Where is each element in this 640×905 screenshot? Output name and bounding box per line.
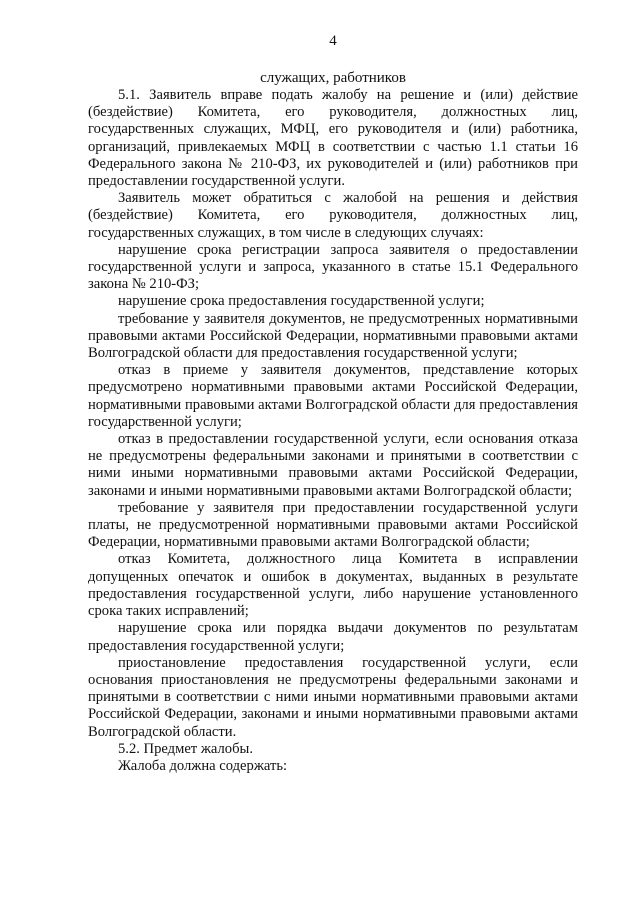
continuation-line: служащих, работников	[260, 70, 406, 86]
page-number: 4	[329, 33, 337, 49]
paragraph-5-1: 5.1. Заявитель вправе подать жалобу на решение и (или) действие (бездействие) Комитета, его руководителя, должностных лиц, государственных служащих, МФЦ, его руководителя и (или) работника, организаций, привлекаемых МФЦ в соответствии с частью 1.1 статьи 16 Федерального закона № 210-ФЗ, их руководителей и (или) работников при предоставлении государственной услуги.	[88, 87, 578, 190]
paragraph-case-refusal-acceptance: отказ в приеме у заявителя документов, представление которых предусмотрено нормативными правовыми актами Российской Федерации, нормативными правовыми актами Волгоградской области для предоставления государственной услуги;	[88, 362, 578, 430]
paragraph-case-suspension: приостановление предоставления государственной услуги, если основания приостановления не предусмотрены федеральными законами и принятыми в соответствии с ними иными нормативными правовыми актами Российской Федерации, законами и иными нормативными правовыми актами Волгоградской области.	[88, 654, 578, 740]
document-page	[88, 32, 578, 775]
paragraph-case-fee: требование у заявителя при предоставлении государственной услуги платы, не предусмотренной нормативными правовыми актами Российской Федерации, нормативными правовыми актами Волгоградской области;	[88, 499, 578, 551]
paragraph-case-extra-documents: требование у заявителя документов, не предусмотренных нормативными правовыми актами Российской Федерации, нормативными правовыми актами Волгоградской области для предоставления государственной услуги;	[88, 310, 578, 362]
paragraph-complaint-cases-intro: Заявитель может обратиться с жалобой на решения и действия (бездействие) Комитета, его руководителя, должностных лиц, государственных служащих, в том числе в следующих случаях:	[88, 190, 578, 241]
paragraph-case-registration-term: нарушение срока регистрации запроса заявителя о предоставлении государственной услуги и запроса, указанного в статье 15.1 Федерального закона № 210-ФЗ;	[88, 241, 578, 293]
paragraph-case-issuance-order: нарушение срока или порядка выдачи документов по результатам предоставления государственной услуги;	[88, 620, 578, 654]
paragraph-5-2-heading: 5.2. Предмет жалобы.	[118, 740, 253, 757]
paragraph-case-service-term: нарушение срока предоставления государственной услуги;	[118, 293, 485, 310]
paragraph-complaint-contents: Жалоба должна содержать:	[118, 757, 288, 774]
paragraph-case-typo-correction: отказ Комитета, должностного лица Комитета в исправлении допущенных опечаток и ошибок в документах, выданных в результате предоставления государственной услуги, либо нарушение установленного срока таких исправлений;	[88, 551, 578, 620]
paragraph-case-refusal-service: отказ в предоставлении государственной услуги, если основания отказа не предусмотрены федеральными законами и принятыми в соответствии с ними иными нормативными правовыми актами Российской Федерации, законами и иными нормативными правовыми актами Волгоградской области;	[88, 431, 578, 499]
